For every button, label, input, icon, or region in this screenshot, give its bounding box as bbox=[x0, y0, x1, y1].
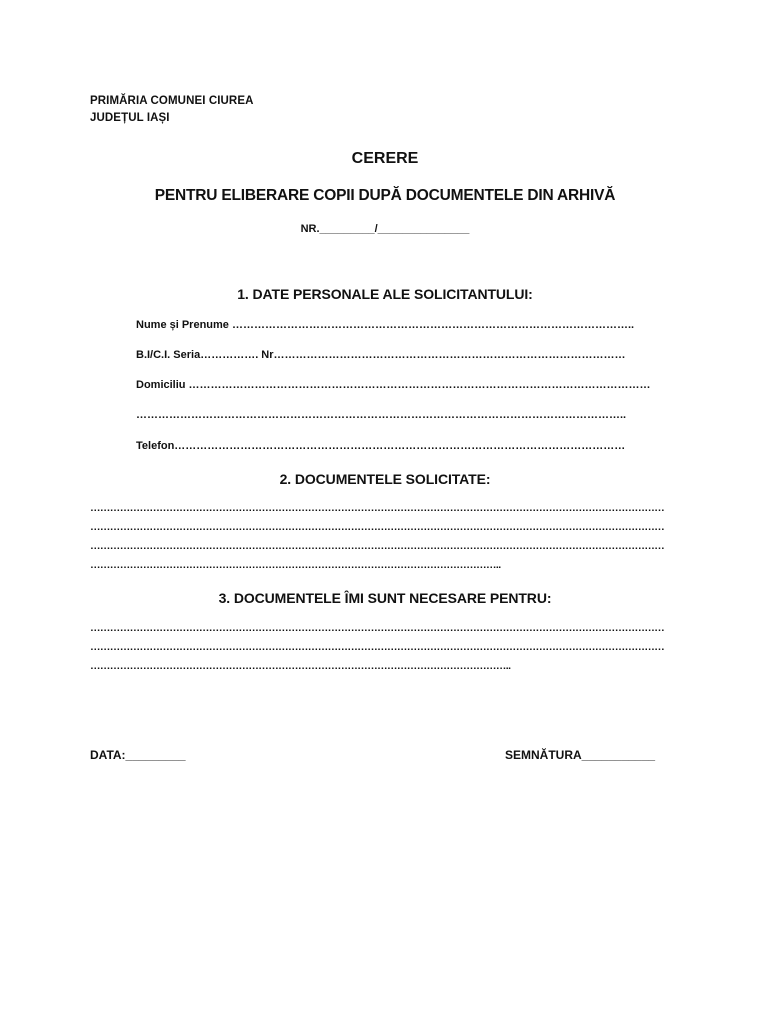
full-name-field: Nume și Prenume ……………………………………………………………………………………………….. bbox=[136, 319, 635, 331]
purpose-line: ………………………………………………………………………………………………………………………………………………………… bbox=[90, 622, 665, 634]
requested-documents-line: …………………………………………………………………………………………………………….. bbox=[90, 559, 501, 571]
county-name: JUDEȚUL IAȘI bbox=[90, 112, 170, 124]
requested-documents-line: ………………………………………………………………………………………………………………………………………………………… bbox=[90, 502, 665, 514]
address-field: Domiciliu ……………………………………………………………………………………………………………… bbox=[136, 379, 651, 391]
institution-name: PRIMĂRIA COMUNEI CIUREA bbox=[90, 95, 254, 107]
section-1-heading: 1. DATE PERSONALE ALE SOLICITANTULUI: bbox=[237, 286, 533, 302]
phone-field: Telefon…………………………………………………………………………………………………………… bbox=[136, 440, 626, 452]
document-title: CERERE bbox=[351, 150, 419, 167]
address-continuation-field: …………………………………………………………………………………………………………………….. bbox=[136, 409, 627, 421]
section-2-heading: 2. DOCUMENTELE SOLICITATE: bbox=[279, 471, 491, 487]
requested-documents-line: ………………………………………………………………………………………………………………………………………………………… bbox=[90, 540, 665, 552]
requested-documents-line: ………………………………………………………………………………………………………………………………………………………… bbox=[90, 521, 665, 533]
id-card-field: B.I/C.I. Seria……………. Nr…………………………………………………………………………………… bbox=[136, 349, 626, 361]
purpose-line: ……………………………………………………………………………………………………………….. bbox=[90, 660, 511, 672]
date-field: DATA:_________ bbox=[90, 748, 186, 762]
document-subtitle: PENTRU ELIBERARE COPII DUPĂ DOCUMENTELE DIN ARHIVĂ bbox=[154, 187, 616, 204]
section-3-heading: 3. DOCUMENTELE ÎMI SUNT NECESARE PENTRU: bbox=[218, 590, 552, 606]
purpose-line: ………………………………………………………………………………………………………………………………………………………… bbox=[90, 641, 665, 653]
signature-field: SEMNĂTURA___________ bbox=[505, 748, 656, 762]
registration-number-field: NR._________/_______________ bbox=[300, 223, 470, 235]
